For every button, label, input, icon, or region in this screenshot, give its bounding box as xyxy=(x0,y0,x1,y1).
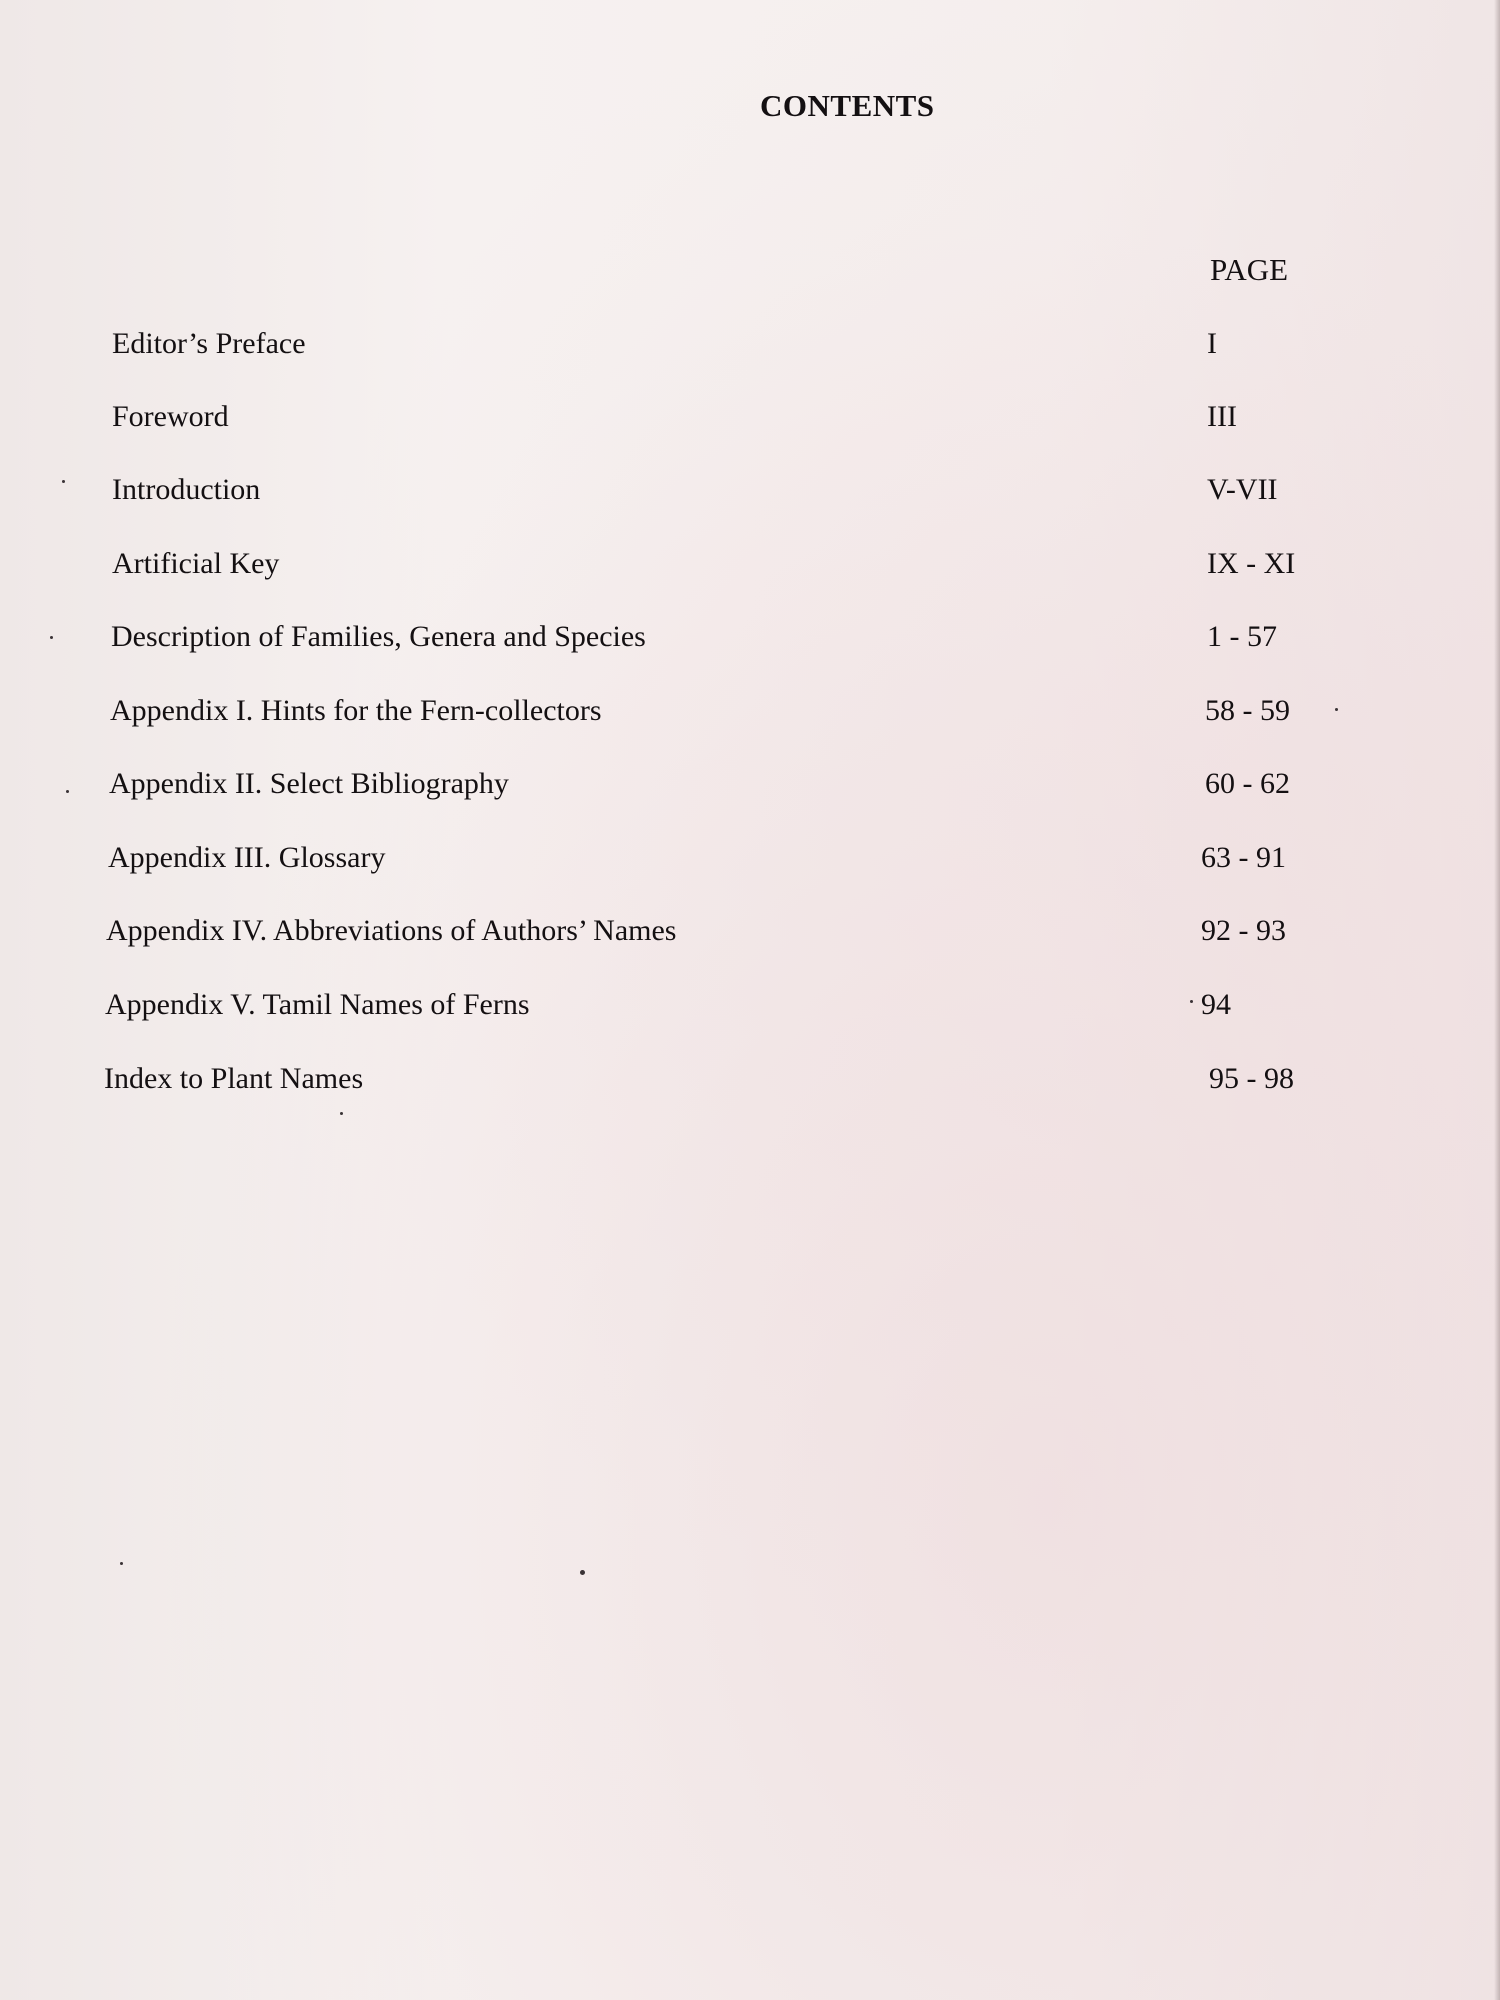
toc-entry-label: Editor’s Preface xyxy=(112,327,306,360)
toc-entry-page: 95 - 98 xyxy=(1209,1062,1294,1095)
scan-speck xyxy=(1335,708,1338,711)
scan-speck xyxy=(340,1112,343,1115)
toc-entry-page: III xyxy=(1207,400,1237,433)
toc-entry-page: 92 - 93 xyxy=(1201,914,1286,947)
toc-entry-label: Index to Plant Names xyxy=(104,1062,364,1095)
toc-entry-page: V-VII xyxy=(1207,473,1278,506)
scan-speck xyxy=(1190,1000,1193,1003)
toc-entry-label: Artificial Key xyxy=(112,547,280,580)
scan-speck xyxy=(580,1570,585,1575)
toc-entry-page: 94 xyxy=(1201,988,1231,1021)
page-edge-shadow xyxy=(1494,0,1500,2000)
page-title: CONTENTS xyxy=(760,88,935,123)
toc-entry-page: 1 - 57 xyxy=(1207,620,1277,653)
page-column-heading: PAGE xyxy=(1210,252,1289,287)
scan-speck xyxy=(66,790,69,793)
toc-entry-page: 60 - 62 xyxy=(1205,767,1290,800)
toc-entry-page: 58 - 59 xyxy=(1205,694,1290,727)
toc-entry-label: Appendix III. Glossary xyxy=(108,841,386,874)
scan-speck xyxy=(120,1562,123,1565)
toc-entry-label: Appendix V. Tamil Names of Ferns xyxy=(105,988,530,1021)
toc-entry-label: Foreword xyxy=(112,400,229,433)
toc-entry-page: IX - XI xyxy=(1207,547,1296,580)
scan-speck xyxy=(62,480,65,483)
toc-entry-label: Introduction xyxy=(112,473,261,506)
toc-entry-label: Appendix II. Select Bibliography xyxy=(109,767,509,800)
toc-entry-label: Description of Families, Genera and Species xyxy=(111,620,646,653)
toc-entry-label: Appendix I. Hints for the Fern-collectors xyxy=(110,694,602,727)
scan-speck xyxy=(50,636,53,639)
toc-entry-page: I xyxy=(1207,327,1217,360)
toc-entry-page: 63 - 91 xyxy=(1201,841,1286,874)
toc-entry-label: Appendix IV. Abbreviations of Authors’ Names xyxy=(106,914,677,947)
